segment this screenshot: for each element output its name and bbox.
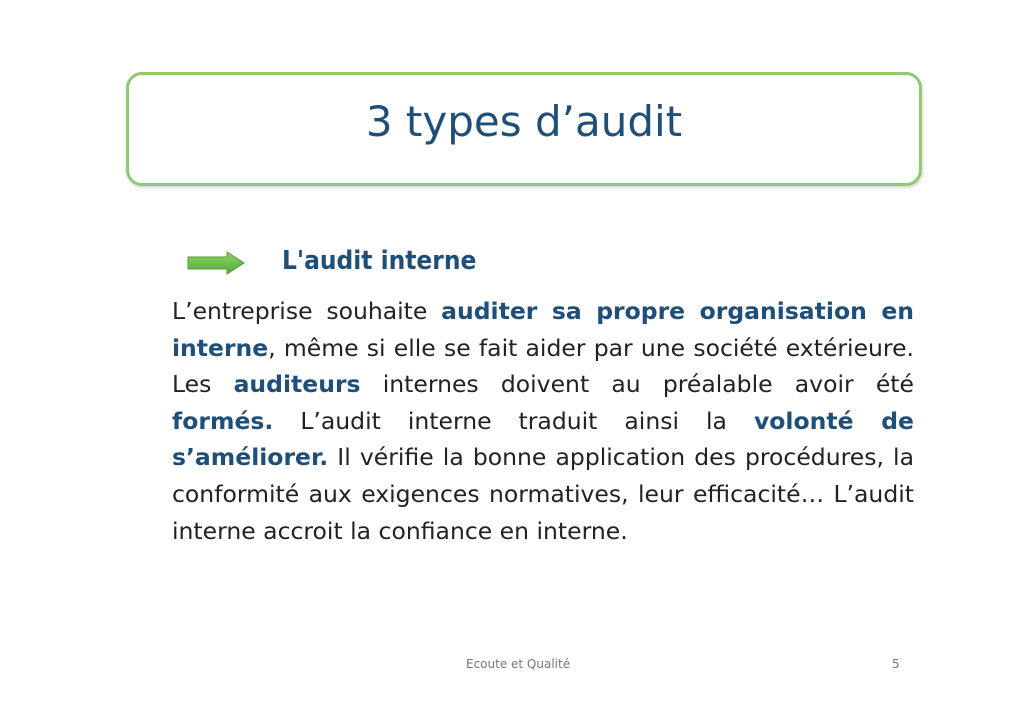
body-text: , même si elle se fait aider par une société extérieure. Les — [172, 333, 914, 399]
body-paragraph — [172, 293, 914, 549]
body-keyword: auditeurs — [233, 370, 361, 399]
slide-title: 3 types d’audit — [365, 96, 683, 146]
body-text: internes doivent au préalable avoir été — [360, 370, 914, 399]
body-keyword: auditer sa propre organisation en interne — [172, 297, 914, 362]
body-keyword: formés. — [172, 406, 274, 435]
right-arrow-icon — [187, 251, 245, 275]
title-box — [126, 72, 922, 186]
body-text: Il vérifie la bonne application des procédures, la conformité aux exigences normatives, leur efficacité… L’audit interne accroit la confiance en interne. — [172, 443, 914, 545]
body-keyword: volonté de s’améliorer. — [172, 406, 914, 472]
body-text: L’entreprise souhaite — [172, 297, 442, 325]
body-text: L’audit interne traduit ainsi la — [273, 406, 754, 435]
footer-label: Ecoute et Qualité — [466, 657, 571, 671]
page-number: 5 — [892, 657, 900, 671]
section-heading: L'audit interne — [282, 246, 477, 276]
